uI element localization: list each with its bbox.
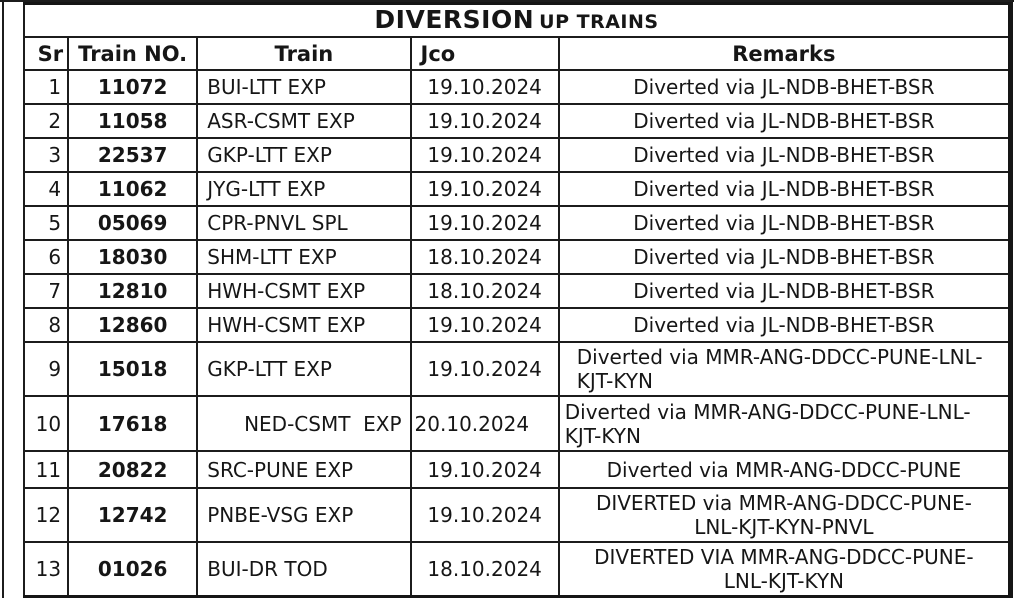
cell-train-name: NED-CSMT EXP — [197, 396, 410, 451]
page-title — [24, 4, 1011, 38]
cell-train-no: 18030 — [68, 240, 197, 274]
remarks-line: DIVERTED VIA MMR-ANG-DDCC-PUNE- — [594, 545, 974, 569]
table-row — [24, 104, 1011, 138]
remarks-line: DIVERTED via MMR-ANG-DDCC-PUNE- — [595, 491, 972, 515]
remarks-line: Diverted via JL-NDB-BHET-BSR — [633, 143, 935, 167]
cell-sr: 4 — [24, 172, 68, 206]
cell-remarks — [559, 206, 1011, 240]
cell-jco-date: 19.10.2024 — [411, 104, 559, 138]
cell-train-no: 20822 — [68, 451, 197, 488]
cell-train-no: 01026 — [68, 542, 197, 597]
cell-sr: 3 — [24, 138, 68, 172]
cell-train-name: JYG-LTT EXP — [197, 172, 410, 206]
remarks-line: KJT-KYN — [564, 423, 641, 448]
cell-sr: 1 — [24, 70, 68, 104]
table-row — [24, 396, 1011, 451]
remarks-line: Diverted via JL-NDB-BHET-BSR — [633, 279, 935, 303]
col-header-train: Train — [197, 37, 410, 70]
table-row — [24, 488, 1011, 542]
cell-sr: 7 — [24, 274, 68, 308]
cell-remarks — [559, 104, 1011, 138]
table-row — [24, 308, 1011, 342]
cell-jco-date: 19.10.2024 — [411, 138, 559, 172]
cell-jco-date: 19.10.2024 — [411, 451, 559, 488]
table-title-row — [24, 4, 1011, 38]
cell-jco-date: 19.10.2024 — [411, 70, 559, 104]
cell-train-name: HWH-CSMT EXP — [197, 274, 410, 308]
cell-train-no: 11072 — [68, 70, 197, 104]
table-row — [24, 542, 1011, 597]
cell-remarks — [559, 396, 1011, 451]
cell-remarks — [559, 542, 1011, 597]
col-header-jco: Jco — [411, 37, 559, 70]
remarks-line: Diverted via MMR-ANG-DDCC-PUNE-LNL- — [576, 345, 983, 369]
cell-train-no: 17618 — [68, 396, 197, 451]
cell-sr: 8 — [24, 308, 68, 342]
cell-jco-date: 18.10.2024 — [411, 542, 559, 597]
cell-train-no: 12810 — [68, 274, 197, 308]
title-primary-text: DIVERSION — [374, 5, 535, 34]
cell-jco-date: 19.10.2024 — [411, 308, 559, 342]
cell-train-no: 05069 — [68, 206, 197, 240]
table-row — [24, 206, 1011, 240]
table-row — [24, 451, 1011, 488]
cell-sr: 6 — [24, 240, 68, 274]
remarks-line: LNL-KJT-KYN-PNVL — [694, 515, 874, 539]
remarks-line: Diverted via JL-NDB-BHET-BSR — [633, 75, 935, 99]
remarks-line: Diverted via JL-NDB-BHET-BSR — [633, 245, 935, 269]
cell-remarks — [559, 342, 1011, 396]
cell-sr: 11 — [24, 451, 68, 488]
col-header-train-no: Train NO. — [68, 37, 197, 70]
table-row — [24, 70, 1011, 104]
cell-remarks — [559, 451, 1011, 488]
cell-sr: 5 — [24, 206, 68, 240]
cell-remarks — [559, 308, 1011, 342]
col-header-remarks: Remarks — [559, 37, 1011, 70]
cell-sr: 2 — [24, 104, 68, 138]
table-head — [24, 4, 1011, 71]
cell-train-name: BUI-LTT EXP — [197, 70, 410, 104]
cell-train-name: ASR-CSMT EXP — [197, 104, 410, 138]
cell-sr: 9 — [24, 342, 68, 396]
title-secondary-text: UP TRAINS — [539, 11, 659, 33]
cell-train-name: SHM-LTT EXP — [197, 240, 410, 274]
cell-sr: 10 — [24, 396, 68, 451]
cell-remarks — [559, 274, 1011, 308]
cell-jco-date: 19.10.2024 — [411, 488, 559, 542]
cell-jco-date: 19.10.2024 — [411, 342, 559, 396]
cell-jco-date: 18.10.2024 — [411, 274, 559, 308]
cell-train-no: 11062 — [68, 172, 197, 206]
remarks-line: Diverted via JL-NDB-BHET-BSR — [633, 313, 935, 337]
remarks-line: Diverted via MMR-ANG-DDCC-PUNE — [606, 457, 962, 482]
cell-train-name: GKP-LTT EXP — [197, 342, 410, 396]
cell-sr: 13 — [24, 542, 68, 597]
cell-remarks — [559, 172, 1011, 206]
cell-jco-date: 19.10.2024 — [411, 206, 559, 240]
cell-train-no: 11058 — [68, 104, 197, 138]
table-body — [24, 70, 1011, 597]
remarks-line: LNL-KJT-KYN — [723, 569, 845, 593]
cell-train-name: BUI-DR TOD — [197, 542, 410, 597]
cell-remarks — [559, 70, 1011, 104]
remarks-line: KJT-KYN — [576, 369, 653, 393]
cell-train-no: 22537 — [68, 138, 197, 172]
cell-jco-date: 20.10.2024 — [411, 396, 559, 451]
diversion-up-trains-table — [23, 2, 1013, 598]
remarks-line: Diverted via JL-NDB-BHET-BSR — [633, 211, 935, 235]
table-row — [24, 342, 1011, 396]
cell-train-no: 12742 — [68, 488, 197, 542]
cell-train-name: HWH-CSMT EXP — [197, 308, 410, 342]
table-header-row — [24, 37, 1011, 70]
table-row — [24, 138, 1011, 172]
cell-train-name: SRC-PUNE EXP — [197, 451, 410, 488]
col-header-sr: Sr — [24, 37, 68, 70]
cell-remarks — [559, 138, 1011, 172]
cell-train-name: CPR-PNVL SPL — [197, 206, 410, 240]
cell-train-name: PNBE-VSG EXP — [197, 488, 410, 542]
remarks-line: Diverted via MMR-ANG-DDCC-PUNE-LNL- — [564, 399, 971, 424]
cell-jco-date: 19.10.2024 — [411, 172, 559, 206]
table-row — [24, 240, 1011, 274]
cell-sr: 12 — [24, 488, 68, 542]
cell-remarks — [559, 240, 1011, 274]
table-row — [24, 172, 1011, 206]
table-row — [24, 274, 1011, 308]
remarks-line: Diverted via JL-NDB-BHET-BSR — [633, 109, 935, 133]
remarks-line: Diverted via JL-NDB-BHET-BSR — [633, 177, 935, 201]
cell-train-name: GKP-LTT EXP — [197, 138, 410, 172]
frame-left-line — [2, 0, 4, 598]
cell-train-no: 15018 — [68, 342, 197, 396]
cell-jco-date: 18.10.2024 — [411, 240, 559, 274]
cell-train-no: 12860 — [68, 308, 197, 342]
cell-remarks — [559, 488, 1011, 542]
